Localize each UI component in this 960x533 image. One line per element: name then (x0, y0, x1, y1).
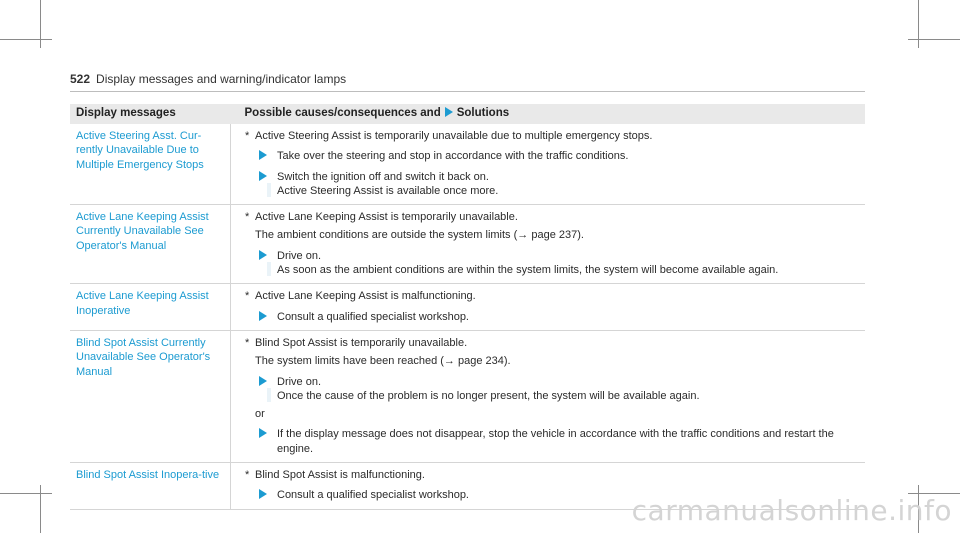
table-header-row (70, 104, 865, 124)
action-arrow-icon (259, 150, 267, 160)
column-header-causes (231, 104, 866, 124)
message-name: Active Steering Asst. Cur-rently Unavailable Due to Multiple Emergency Stops (70, 124, 231, 205)
action-step (245, 375, 859, 404)
page-number: 522 (70, 72, 91, 86)
action-result: As soon as the ambient conditions are within the system limits, the system will become available again. (277, 264, 779, 277)
table-row (70, 330, 865, 462)
footnote-star: * (245, 129, 250, 142)
column-header-messages: Display messages (70, 104, 231, 124)
result-bar (267, 183, 271, 197)
watermark: carmanualsonline.info (631, 494, 952, 527)
crop-mark (918, 0, 919, 48)
column-header-causes-label: Possible causes/consequences and (244, 107, 441, 119)
action-step (245, 149, 859, 163)
cause-note: The system limits have been reached (→ page 234). (255, 355, 511, 368)
crop-mark (0, 39, 52, 40)
action-step (245, 310, 859, 324)
or-separator: or (255, 408, 265, 421)
message-details (231, 284, 866, 331)
action-text: If the display message does not disappear, stop the vehicle in accordance with the traffic conditions and restart the engine. (277, 428, 834, 455)
cause-text: Active Lane Keeping Assist is temporarily unavailable. (255, 211, 518, 224)
result-bar (267, 388, 271, 402)
message-name: Active Lane Keeping Assist Inoperative (70, 284, 231, 331)
message-details (231, 330, 866, 462)
footnote-star: * (245, 336, 250, 349)
message-details (231, 205, 866, 284)
action-arrow-icon (259, 250, 267, 260)
cause-line (245, 129, 859, 143)
action-text: Drive on. (277, 249, 322, 262)
cause-note: The ambient conditions are outside the system limits (→ page 237). (255, 229, 584, 242)
action-arrow-icon (259, 376, 267, 386)
action-arrow-icon (259, 311, 267, 321)
cause-line (245, 336, 859, 350)
action-arrow-icon (259, 171, 267, 181)
header-divider (70, 91, 865, 92)
table-row (70, 205, 865, 284)
message-details (231, 124, 866, 205)
action-step (245, 170, 859, 199)
cause-text: Blind Spot Assist is temporarily unavailable. (255, 336, 468, 349)
footnote-star: * (245, 211, 250, 224)
table-row (70, 284, 865, 331)
page-header (70, 72, 346, 86)
action-text: Consult a qualified specialist workshop. (277, 310, 469, 323)
footnote-star: * (245, 290, 250, 303)
cause-line (245, 210, 859, 224)
crop-mark (40, 0, 41, 48)
action-step (245, 427, 859, 456)
message-name: Blind Spot Assist Currently Unavailable See Operator's Manual (70, 330, 231, 462)
action-step (245, 249, 859, 278)
message-name: Blind Spot Assist Inopera-tive (70, 462, 231, 509)
message-name: Active Lane Keeping Assist Currently Unavailable See Operator's Manual (70, 205, 231, 284)
cause-line (245, 289, 859, 303)
solution-arrow-icon (445, 107, 453, 117)
display-messages-table (70, 104, 865, 510)
cause-text: Active Steering Assist is temporarily unavailable due to multiple emergency stops. (255, 129, 653, 142)
cause-text: Active Lane Keeping Assist is malfunctioning. (255, 290, 476, 303)
column-header-solutions-label: Solutions (456, 107, 510, 119)
action-text: Take over the steering and stop in accordance with the traffic conditions. (277, 150, 629, 163)
action-result: Once the cause of the problem is no longer present, the system will be available again. (277, 389, 700, 402)
action-text: Drive on. (277, 375, 322, 388)
cause-text: Blind Spot Assist is malfunctioning. (255, 468, 425, 481)
page-title: Display messages and warning/indicator lamps (96, 72, 347, 86)
action-arrow-icon (259, 489, 267, 499)
crop-mark (0, 493, 52, 494)
action-arrow-icon (259, 428, 267, 438)
footnote-star: * (245, 468, 250, 481)
cause-line (245, 468, 859, 482)
action-text: Switch the ignition off and switch it back on. (277, 170, 489, 183)
action-result: Active Steering Assist is available once more. (277, 184, 499, 197)
result-bar (267, 262, 271, 276)
table-row (70, 124, 865, 205)
action-text: Consult a qualified specialist workshop. (277, 489, 469, 502)
crop-mark (908, 39, 960, 40)
